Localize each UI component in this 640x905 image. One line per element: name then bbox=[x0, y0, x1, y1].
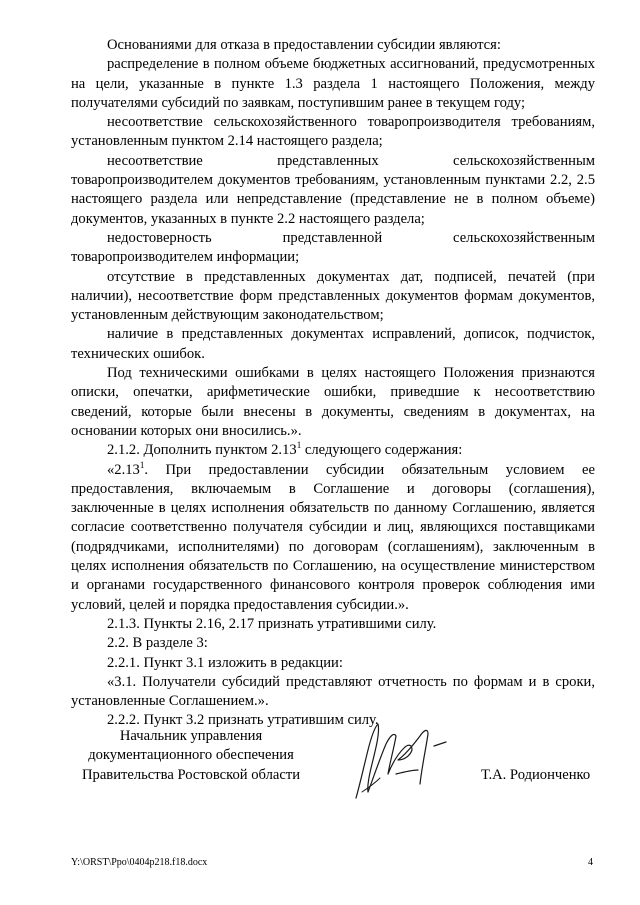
paragraph: 2.2. В разделе 3: bbox=[107, 635, 208, 652]
paragraph: несоответствие сельскохозяйственного товаропроизводителя требованиям, установленным пунктом 2.14 настоящего раздела; bbox=[71, 114, 595, 150]
paragraph: недостоверность представленной сельскохозяйственным товаропроизводителем информации; bbox=[71, 229, 595, 266]
signatory-title bbox=[71, 727, 311, 785]
item-2-1-2-prefix: 2.1.2. Дополнить пунктом 2.13 bbox=[107, 442, 297, 459]
paragraph-item-2-13-1 bbox=[71, 461, 595, 615]
paragraph: распределение в полном объеме бюджетных ассигнований, предусмотренных на цели, указанные в пункте 1.3 раздела 1 настоящего Положения, между получателями субсидий по заявкам, поступившим ранее в текущем году; bbox=[71, 56, 595, 111]
paragraph: 2.2.1. Пункт 3.1 изложить в редакции: bbox=[107, 654, 343, 671]
paragraph: несоответствие представленных сельскохозяйственным товаропроизводителем документов требованиям, установленным пунктами 2.2, 2.5 настоящего раздела или непредставление (представление не в полном объеме) документов, указанных в пункте 2.2 настоящего раздела; bbox=[71, 152, 595, 227]
footer-file-path: Y:\ORST\Ppo\0404p218.f18.docx bbox=[71, 857, 208, 868]
paragraph: Под техническими ошибками в целях настоящего Положения признаются описки, опечатки, арифметические ошибки, приведшие к несоответствию сведений, которые были внесены в документы, сведениям в документах, на основании которых они вносились.». bbox=[71, 365, 595, 439]
paragraph: наличие в представленных документах исправлений, дописок, подчисток, технических ошибок. bbox=[71, 326, 595, 362]
signatory-name: Т.А. Родионченко bbox=[481, 767, 591, 783]
paragraph-item-2-1-2 bbox=[71, 441, 595, 460]
paragraph: 2.1.3. Пункты 2.16, 2.17 признать утратившими силу. bbox=[107, 615, 437, 632]
item-2-1-2-suffix: следующего содержания: bbox=[301, 442, 463, 459]
signatory-title-line: документационного обеспечения bbox=[88, 747, 294, 764]
paragraph: отсутствие в представленных документах дат, подписей, печатей (при наличии), несоответствие форм представленных документов формам документов, установленным действующим законодательством; bbox=[71, 268, 595, 324]
item-2-13-prefix: «2.13 bbox=[107, 461, 140, 478]
item-2-13-text: . При предоставлении субсидии обязательным условием ее предоставления, включаемым в Соглашение и договоры (соглашения), заключенные в целях исполнения обязательств по данному Соглашению, является согласие соответственно получателя субсидии и лиц, являющихся поставщиками (подрядчиками, исполнителями) по договорам (соглашениям), заключенным в целях исполнения обязательств по Соглашению, на осуществление министерством и органами государственного финансового контроля проверок соблюдения ими условий, целей и порядка предоставления субсидии.». bbox=[71, 461, 595, 613]
page-number: 4 bbox=[588, 857, 593, 868]
document-body bbox=[71, 36, 595, 731]
paragraph: «3.1. Получатели субсидий представляют отчетность по формам и в сроки, установленные Соглашением.». bbox=[71, 673, 595, 710]
paragraph: Основаниями для отказа в предоставлении субсидии являются: bbox=[107, 37, 501, 53]
signatory-title-line: Правительства Ростовской области bbox=[81, 766, 301, 783]
signatory-title-line: Начальник управления bbox=[119, 728, 263, 744]
superscript: 1 bbox=[139, 459, 145, 470]
handwritten-signature bbox=[338, 714, 458, 804]
paragraph: 2.2.2. Пункт 3.2 признать утратившим силу. bbox=[107, 712, 379, 729]
superscript: 1 bbox=[296, 440, 302, 451]
